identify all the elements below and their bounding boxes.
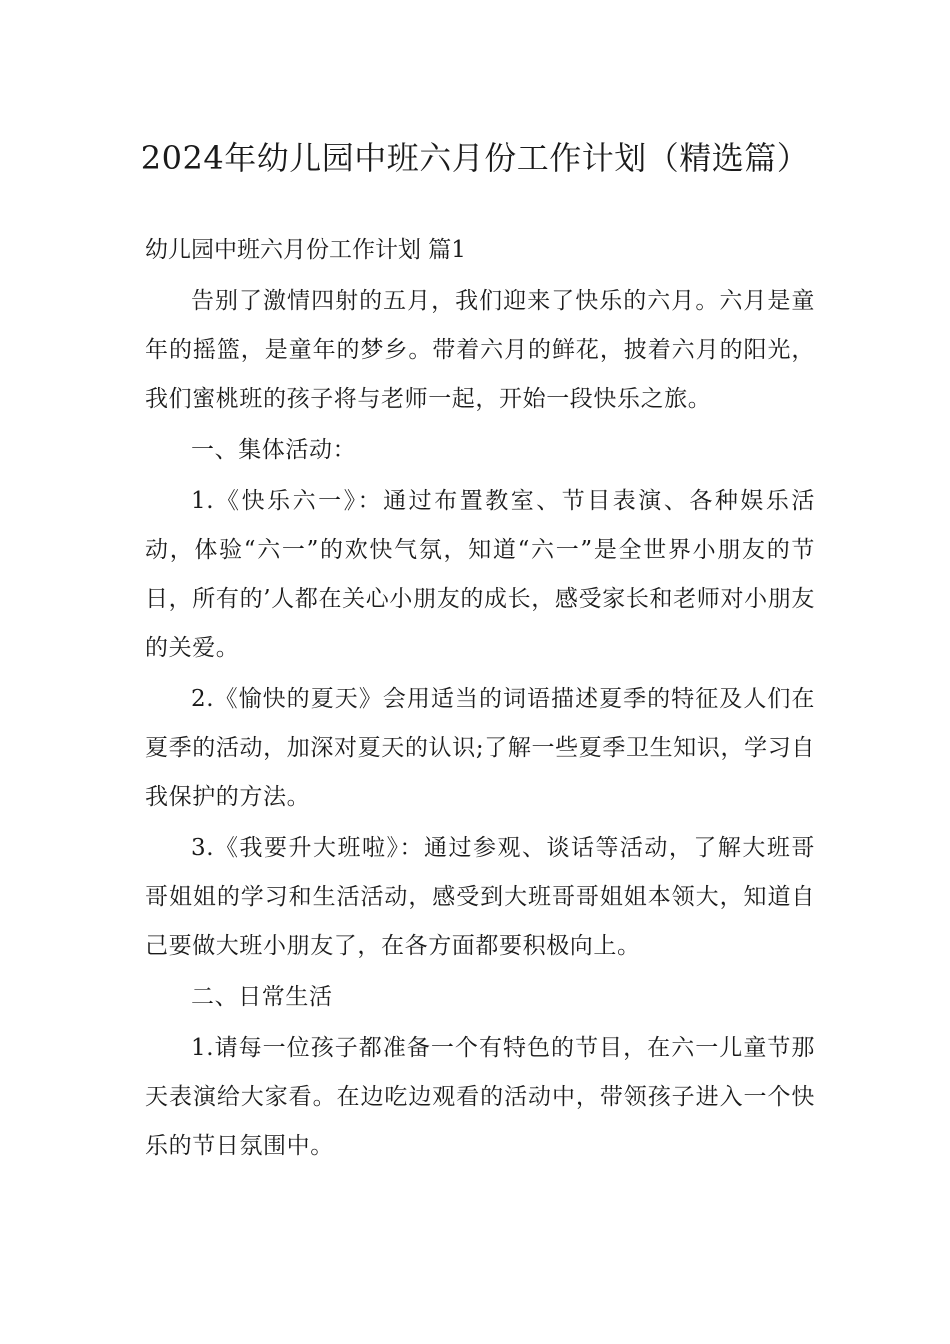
subheading-daily-life: 二、日常生活 bbox=[191, 984, 333, 1010]
activity-paragraph-2: 2.《愉快的夏天》会用适当的词语描述夏季的特征及人们在夏季的活动，加深对夏天的认识;了解一些夏季卫生知识，学习自我保护的方法。 bbox=[145, 686, 815, 810]
activity-paragraph-3: 3.《我要升大班啦》：通过参观、谈话等活动，了解大班哥哥姐姐的学习和生活活动，感受到大班哥哥姐姐本领大，知道自己要做大班小朋友了，在各方面都要积极向上。 bbox=[145, 835, 815, 959]
document-title: 2024年幼儿园中班六月份工作计划（精选篇） bbox=[140, 139, 810, 177]
activity-paragraph-1: 1.《快乐六一》：通过布置教室、节目表演、各种娱乐活动，体验“六一”的欢快气氛，知道“六一”是全世界小朋友的节日，所有的’人都在关心小朋友的成长，感受家长和老师对小朋友的关爱。 bbox=[145, 488, 815, 661]
subheading-group-activities: 一、集体活动： bbox=[191, 437, 357, 463]
document-body bbox=[145, 226, 815, 1173]
intro-paragraph: 告别了激情四射的五月，我们迎来了快乐的六月。六月是童年的摇篮，是童年的梦乡。带着六月的鲜花，披着六月的阳光，我们蜜桃班的孩子将与老师一起，开始一段快乐之旅。 bbox=[145, 288, 815, 412]
section-heading: 幼儿园中班六月份工作计划 篇1 bbox=[145, 237, 466, 263]
daily-life-paragraph-1: 1.请每一位孩子都准备一个有特色的节目，在六一儿童节那天表演给大家看。在边吃边观看的活动中，带领孩子进入一个快乐的节日氛围中。 bbox=[145, 1035, 815, 1159]
